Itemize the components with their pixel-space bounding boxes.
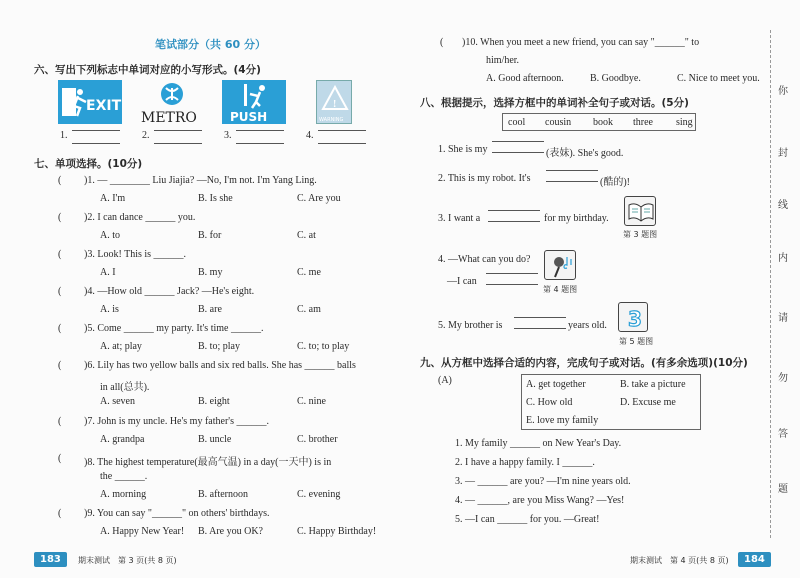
microphone-icon	[544, 250, 576, 280]
question-text: )6. Lily has two yellow balls and six red balls. She has ______ balls	[84, 360, 356, 371]
option-c[interactable]: C. Are you	[297, 193, 341, 204]
option-d: D. Excuse me	[620, 397, 676, 408]
footer-text-right: 期末测试 第 4 页(共 8 页)	[630, 556, 729, 565]
answer-paren[interactable]: (	[58, 249, 62, 260]
answer-paren[interactable]: (	[58, 416, 62, 427]
option-a[interactable]: A. morning	[100, 489, 147, 500]
section-6-title: 六、写出下列标志中单词对应的小写形式。(4分)	[34, 64, 261, 76]
push-sign-icon	[222, 80, 286, 124]
push-word: PUSH	[230, 110, 268, 124]
s8-q5-caption: 第 5 题图	[619, 337, 654, 346]
question-text: )7. John is my uncle. He's my father's ______.	[84, 416, 269, 427]
option-a[interactable]: A. grandpa	[100, 434, 145, 445]
answer-num-1: 1.	[60, 130, 68, 141]
left-footer	[34, 552, 414, 570]
s9-item-1: 1. My family ______ on New Year's Day.	[455, 438, 622, 449]
word-bank	[502, 113, 696, 131]
page-number-right: 184	[738, 552, 771, 567]
question-text: )9. You can say "______" on others' birthdays.	[84, 508, 270, 519]
option-c: C. How old	[526, 397, 573, 408]
written-part-title: 笔试部分（共 60 分）	[155, 38, 266, 51]
option-b[interactable]: B. are	[198, 304, 222, 315]
option-b[interactable]: B. to; play	[198, 341, 240, 352]
s8-q4-blank[interactable]	[486, 273, 538, 285]
s8-q2-post: (酷的)!	[600, 177, 630, 188]
answer-paren[interactable]: (	[58, 360, 62, 371]
option-b[interactable]: B. uncle	[198, 434, 232, 445]
option-a[interactable]: A. at; play	[100, 341, 142, 352]
s8-q1-text: 1. She is my	[438, 144, 488, 155]
answer-line-1[interactable]	[72, 130, 120, 144]
answer-paren[interactable]: (	[58, 286, 62, 297]
option-c[interactable]: C. nine	[297, 396, 326, 407]
q10-question-cont: him/her.	[486, 55, 520, 66]
number-three-icon	[618, 302, 648, 332]
s8-q2-blank[interactable]	[546, 170, 598, 182]
word-bank-item: cool	[508, 117, 526, 128]
options-box	[521, 374, 701, 430]
warning-sign-icon	[316, 80, 352, 124]
q10-question: )10. When you meet a new friend, you can say "______" to	[462, 37, 700, 48]
page-number-left: 183	[34, 552, 67, 567]
option-c[interactable]: C. Happy Birthday!	[297, 526, 377, 537]
book-icon	[624, 196, 656, 226]
option-c[interactable]: C. am	[297, 304, 321, 315]
answer-num-2: 2.	[142, 130, 150, 141]
answer-num-4: 4.	[306, 130, 314, 141]
question-text-cont: in all(总共).	[100, 382, 150, 393]
warning-word: WARNING	[319, 117, 344, 123]
s8-q5-text: 5. My brother is	[438, 320, 503, 331]
svg-text:3: 3	[628, 307, 642, 331]
option-b[interactable]: B. my	[198, 267, 223, 278]
question-text: )3. Look! This is ______.	[84, 249, 187, 260]
q10-paren: (	[440, 37, 444, 48]
word-bank-item: book	[593, 117, 613, 128]
section-9-title: 九、从方框中选择合适的内容，完成句子或对话。(有多余选项)(10分)	[420, 357, 748, 369]
right-footer	[630, 552, 765, 570]
option-c[interactable]: C. at	[297, 230, 316, 241]
section-9-part: (A)	[438, 375, 452, 386]
s9-item-4: 4. — ______, are you Miss Wang? —Yes!	[455, 495, 625, 506]
option-a: A. get together	[526, 379, 586, 390]
option-a[interactable]: A. seven	[100, 396, 135, 407]
answer-line-2[interactable]	[154, 130, 202, 144]
question-text-cont: the ______.	[100, 471, 148, 482]
answer-paren[interactable]: (	[58, 323, 62, 334]
option-b: B. take a picture	[620, 379, 686, 390]
option-b[interactable]: B. Are you OK?	[198, 526, 263, 537]
option-c[interactable]: C. to; to play	[297, 341, 350, 352]
answer-paren[interactable]: (	[58, 175, 62, 186]
side-char: 题	[778, 484, 788, 495]
option-a[interactable]: A. I	[100, 267, 116, 278]
s8-q4-text: 4. —What can you do?	[438, 254, 531, 265]
option-c[interactable]: C. me	[297, 267, 321, 278]
option-a[interactable]: A. I'm	[100, 193, 126, 204]
exit-sign-icon	[58, 80, 122, 124]
option-a[interactable]: A. is	[100, 304, 119, 315]
s8-q5-blank[interactable]	[514, 317, 566, 329]
q10-option-a[interactable]: A. Good afternoon.	[486, 73, 564, 84]
s8-q3-caption: 第 3 题图	[623, 230, 658, 239]
question-text: )1. — ________ Liu Jiajia? —No, I'm not. I'm Yang Ling.	[84, 175, 317, 186]
answer-line-4[interactable]	[318, 130, 366, 144]
side-char: 内	[778, 253, 788, 264]
option-c[interactable]: C. evening	[297, 489, 341, 500]
side-char: 请	[778, 313, 788, 324]
side-char: 答	[778, 429, 788, 440]
option-a[interactable]: A. to	[100, 230, 120, 241]
s9-item-2: 2. I have a happy family. I ______.	[455, 457, 595, 468]
footer-text-left: 期末测试 第 3 页(共 8 页)	[78, 556, 177, 565]
word-bank-item: three	[633, 117, 653, 128]
s9-item-5: 5. —I can ______ for you. —Great!	[455, 514, 600, 525]
option-b[interactable]: B. afternoon	[198, 489, 248, 500]
answer-paren[interactable]: (	[58, 453, 62, 464]
answer-paren[interactable]: (	[58, 508, 62, 519]
s8-q1-blank[interactable]	[492, 141, 544, 153]
question-text: )5. Come ______ my party. It's time ______.	[84, 323, 264, 334]
question-text: )8. The highest temperature(最高气温) in a day(一天中) is in	[84, 457, 332, 468]
word-bank-item: cousin	[545, 117, 572, 128]
side-char: 勿	[778, 373, 788, 384]
option-b[interactable]: B. for	[198, 230, 222, 241]
s8-q3-text: 3. I want a	[438, 213, 481, 224]
answer-num-3: 3.	[224, 130, 232, 141]
side-char: 封	[778, 148, 788, 159]
answer-line-3[interactable]	[236, 130, 284, 144]
metro-sign-icon	[140, 80, 204, 124]
s8-q4-caption: 第 4 题图	[543, 285, 578, 294]
option-a[interactable]: A. Happy New Year!	[100, 526, 185, 537]
side-char: 线	[778, 200, 788, 211]
s8-q5-post: years old.	[568, 320, 607, 331]
question-text: )2. I can dance ______ you.	[84, 212, 196, 223]
s9-item-3: 3. — ______ are you? —I'm nine years old.	[455, 476, 631, 487]
s8-q2-text: 2. This is my robot. It's	[438, 173, 531, 184]
svg-text:!: !	[333, 99, 337, 110]
section-8-title: 八、根据提示，选择方框中的单词补全句子或对话。(5分)	[420, 97, 689, 109]
option-c[interactable]: C. brother	[297, 434, 338, 445]
s8-q3-post: for my birthday.	[544, 213, 609, 224]
metro-word: METRO	[141, 110, 197, 124]
question-text: )4. —How old ______ Jack? —He's eight.	[84, 286, 255, 297]
exit-word: EXIT	[86, 98, 122, 114]
s8-q1-post: (表妹). She's good.	[546, 148, 624, 159]
option-b[interactable]: B. eight	[198, 396, 230, 407]
section-7-title: 七、单项选择。(10分)	[34, 158, 143, 170]
side-char: 你	[778, 86, 788, 97]
s8-q3-blank[interactable]	[488, 210, 540, 222]
s8-q4-text2: —I can	[447, 276, 477, 287]
word-bank-item: sing	[676, 117, 693, 128]
q10-option-c[interactable]: C. Nice to meet you.	[677, 73, 760, 84]
option-e: E. love my family	[526, 415, 599, 426]
answer-paren[interactable]: (	[58, 212, 62, 223]
cut-line	[770, 30, 771, 538]
option-b[interactable]: B. Is she	[198, 193, 233, 204]
q10-option-b[interactable]: B. Goodbye.	[590, 73, 641, 84]
